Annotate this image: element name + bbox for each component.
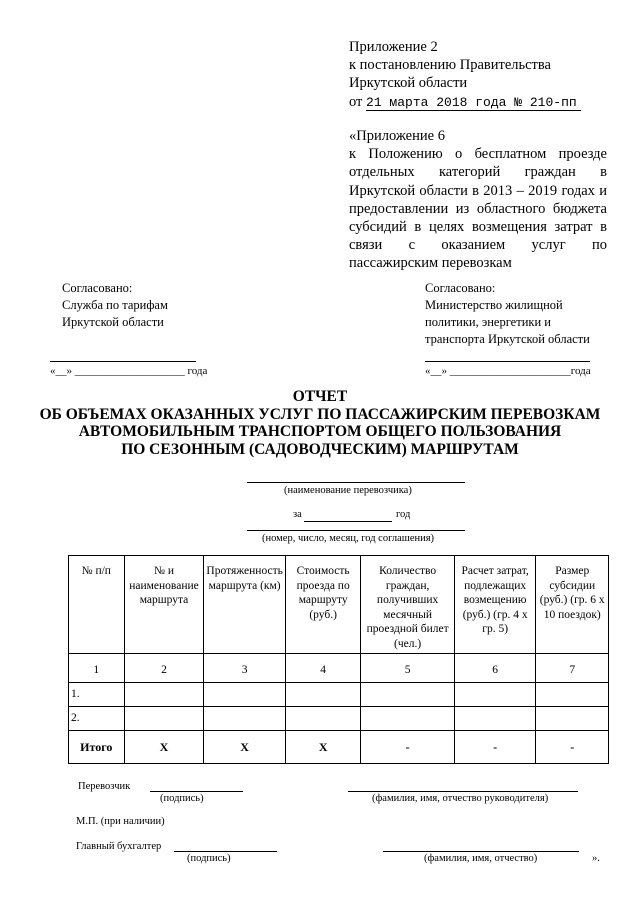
approval-left-date: «__» ____________________ года: [50, 365, 208, 377]
table-header-cell: Количество граждан, получивших месячный проездной билет (чел.): [361, 556, 454, 654]
approval-right-line-3: транспорта Иркутской области: [425, 332, 590, 346]
table-cell: [204, 707, 285, 731]
annex-date-prefix: от: [349, 93, 363, 110]
table-cell: [204, 683, 285, 707]
annex-line-1: Приложение 2: [349, 39, 438, 55]
head-name-line: [348, 791, 578, 792]
table-header-cell: № и наименование маршрута: [124, 556, 204, 654]
total-cell: Х: [285, 731, 361, 764]
total-cell: Х: [124, 731, 204, 764]
column-number-cell: 5: [361, 654, 454, 683]
column-number-cell: 1: [69, 654, 125, 683]
total-cell: -: [536, 731, 609, 764]
report-title-line-3: АВТОМОБИЛЬНЫМ ТРАНСПОРТОМ ОБЩЕГО ПОЛЬЗОВАНИЯ: [78, 423, 562, 440]
annex-date-value: 21 марта 2018 года № 210-пп: [366, 95, 581, 111]
approval-right-date: «__» ______________________года: [425, 365, 591, 377]
table-header-cell: Протяженность маршрута (км): [204, 556, 285, 654]
accountant-name-line: [383, 851, 579, 852]
approval-left-line-2: Иркутской области: [62, 315, 164, 329]
approval-right-line-2: политики, энергетики и: [425, 315, 551, 329]
table-cell: [285, 707, 361, 731]
table-row: [69, 683, 609, 707]
column-number-cell: 6: [454, 654, 536, 683]
total-cell: -: [361, 731, 454, 764]
approval-left-signature-line: [50, 361, 196, 362]
total-cell: Х: [204, 731, 285, 764]
table-cell: [361, 707, 454, 731]
period-prefix: за: [293, 509, 302, 520]
approval-left-label: Согласовано:: [62, 281, 133, 295]
report-title-line-4: ПО СЕЗОННЫМ (САДОВОДЧЕСКИМ) МАРШРУТАМ: [121, 440, 519, 458]
carrier-signature-caption: (подпись): [160, 793, 204, 804]
annex-line-2: к постановлению Правительства: [349, 57, 551, 74]
carrier-signature-line: [150, 791, 243, 792]
total-cell: -: [454, 731, 536, 764]
period-line: [304, 521, 392, 522]
report-title-line-1: ОТЧЕТ: [292, 388, 348, 405]
column-number-cell: 2: [124, 654, 204, 683]
table-column-numbers-row: [69, 654, 609, 683]
table-header-cell: Расчет затрат, подлежащих возмещению (руб.) (гр. 4 х гр. 5): [454, 556, 536, 654]
accountant-signature-caption: (подпись): [187, 853, 231, 864]
column-number-cell: 7: [536, 654, 609, 683]
carrier-caption: (наименование перевозчика): [284, 485, 412, 496]
table-cell: [285, 683, 361, 707]
closing-quote: ».: [592, 853, 600, 864]
accountant-name-caption: (фамилия, имя, отчество): [424, 853, 538, 864]
row-number-cell: 2.: [69, 707, 125, 731]
annex-block: [349, 38, 607, 112]
approval-right-signature-line: [425, 361, 590, 362]
carrier-name-line: [247, 482, 465, 483]
table-header-cell: Размер субсидии (руб.) (гр. 6 х 10 поездок): [536, 556, 609, 654]
table-cell: [454, 707, 536, 731]
annex-date-line: [349, 93, 607, 112]
agreement-caption: (номер, число, месяц, год соглашения): [262, 533, 435, 544]
table-header-row: [69, 556, 609, 654]
appendix-6-heading: «Приложение 6: [349, 128, 445, 144]
table-cell: [536, 707, 609, 731]
agreement-line: [247, 530, 465, 531]
period-suffix: год: [396, 509, 411, 520]
column-number-cell: 4: [285, 654, 361, 683]
accountant-signature-line: [174, 851, 277, 852]
table-total-row: [69, 731, 609, 764]
row-number-cell: 1.: [69, 683, 125, 707]
carrier-label: Перевозчик: [78, 781, 131, 792]
appendix-6-block: [349, 127, 607, 273]
approval-right: [425, 280, 590, 348]
table-cell: [361, 683, 454, 707]
table-header-cell: № п/п: [69, 556, 125, 654]
head-name-caption: (фамилия, имя, отчество руководителя): [372, 793, 549, 804]
annex-line-3: Иркутской области: [349, 75, 468, 92]
total-label-cell: Итого: [69, 731, 125, 764]
column-number-cell: 3: [204, 654, 285, 683]
approval-right-label: Согласовано:: [425, 281, 496, 295]
table-cell: [454, 683, 536, 707]
table-header-cell: Стоимость проезда по маршруту (руб.): [285, 556, 361, 654]
report-title: [20, 388, 620, 458]
table-cell: [536, 683, 609, 707]
accountant-label: Главный бухгалтер: [76, 841, 162, 852]
table-cell: [124, 707, 204, 731]
report-title-line-2: ОБ ОБЪЕМАХ ОКАЗАННЫХ УСЛУГ ПО ПАССАЖИРСКИМ ПЕРЕВОЗКАМ: [39, 405, 601, 423]
approval-left: [62, 280, 168, 331]
appendix-6-text: к Положению о бесплатном проезде отдельных категорий граждан в Иркутской области в 2013 – 2019 годах и предоставлении из областного бюджета субсидий в целях возмещения затрат в связи с оказанием услуг по пассажирским перевозкам: [349, 146, 607, 272]
stamp-label: М.П. (при наличии): [76, 816, 165, 827]
approval-left-line-1: Служба по тарифам: [62, 298, 168, 312]
approval-right-line-1: Министерство жилищной: [425, 298, 563, 312]
table-cell: [124, 683, 204, 707]
report-table: [68, 555, 609, 764]
table-row: [69, 707, 609, 731]
